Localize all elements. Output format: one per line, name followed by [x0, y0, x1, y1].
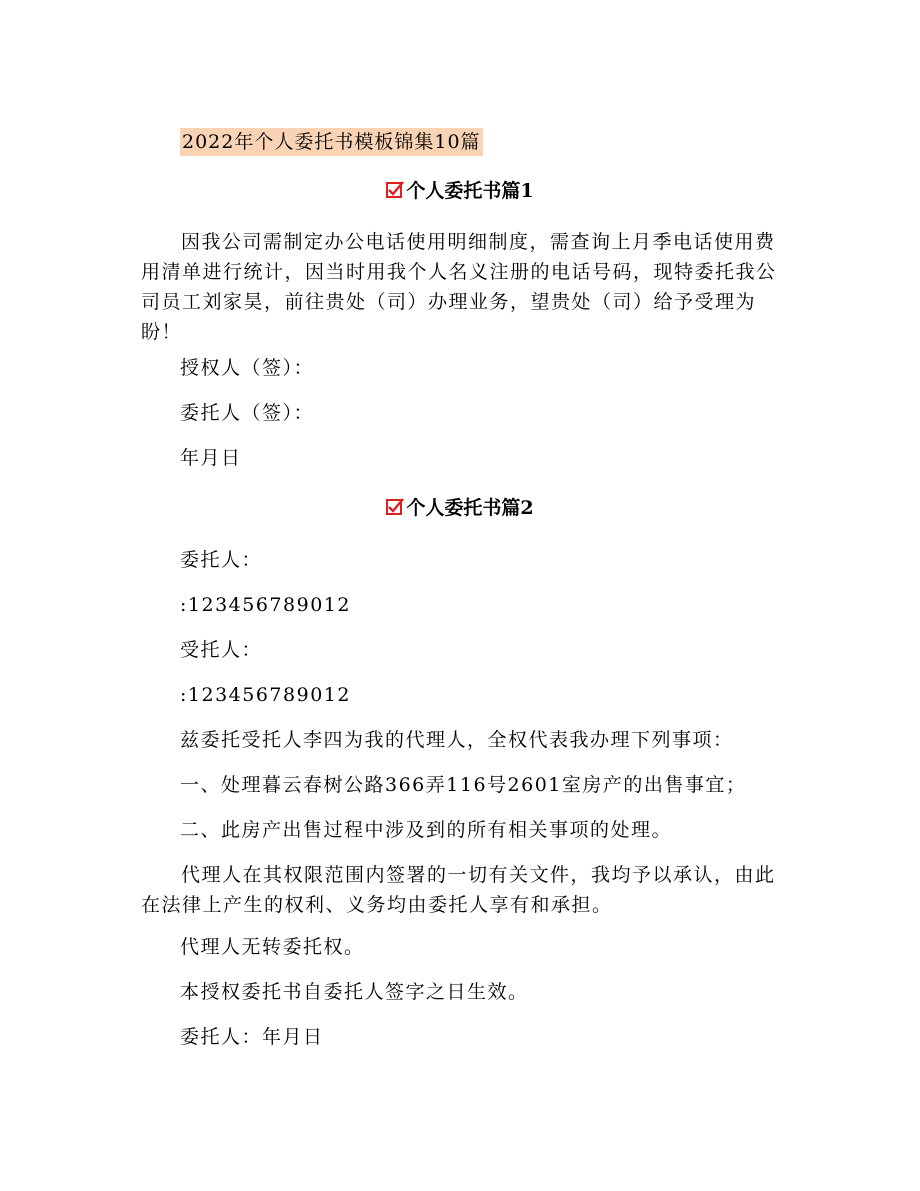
- principal-line: 委托人：: [180, 549, 263, 571]
- section-heading-2: [0, 493, 920, 523]
- document-title: 2022年个人委托书模板锦集10篇: [180, 128, 483, 156]
- paragraph: 代理人在其权限范围内签署的一切有关文件，我均予以承认，由此在法律上产生的权利、义务均由委托人享有和承担。: [141, 864, 776, 916]
- agent-id-line: :123456789012: [180, 684, 351, 706]
- section-heading-text: 个人委托书篇1: [406, 180, 534, 202]
- checked-box-icon: [386, 181, 404, 199]
- signature-line-grantor: 授权人（签）：: [180, 357, 315, 379]
- paragraph: 本授权委托书自委托人签字之日生效。: [180, 981, 529, 1003]
- paragraph: 二、此房产出售过程中涉及到的所有相关事项的处理。: [180, 819, 673, 841]
- section-heading-text: 个人委托书篇2: [406, 497, 534, 519]
- paragraph: 因我公司需制定办公电话使用明细制度，需查询上月季电话使用费用清单进行统计，因当时用我个人名义注册的电话号码，现特委托我公司员工刘家昊，前往贵处（司）办理业务，望贵处（司）给予受理为盼！: [141, 231, 777, 343]
- agent-line: 受托人：: [180, 639, 263, 661]
- signature-date-line: 委托人：年月日: [180, 1026, 324, 1048]
- paragraph: 兹委托受托人李四为我的代理人，全权代表我办理下列事项：: [180, 729, 734, 751]
- signature-line-principal: 委托人（签）：: [180, 402, 315, 424]
- section-heading-1: [0, 176, 920, 206]
- paragraph: 一、处理暮云春树公路366弄116号2601室房产的出售事宜；: [180, 774, 747, 796]
- date-line: 年月日: [180, 447, 242, 469]
- principal-id-line: :123456789012: [180, 594, 351, 616]
- checked-box-icon: [386, 498, 404, 516]
- paragraph: 代理人无转委托权。: [180, 936, 365, 958]
